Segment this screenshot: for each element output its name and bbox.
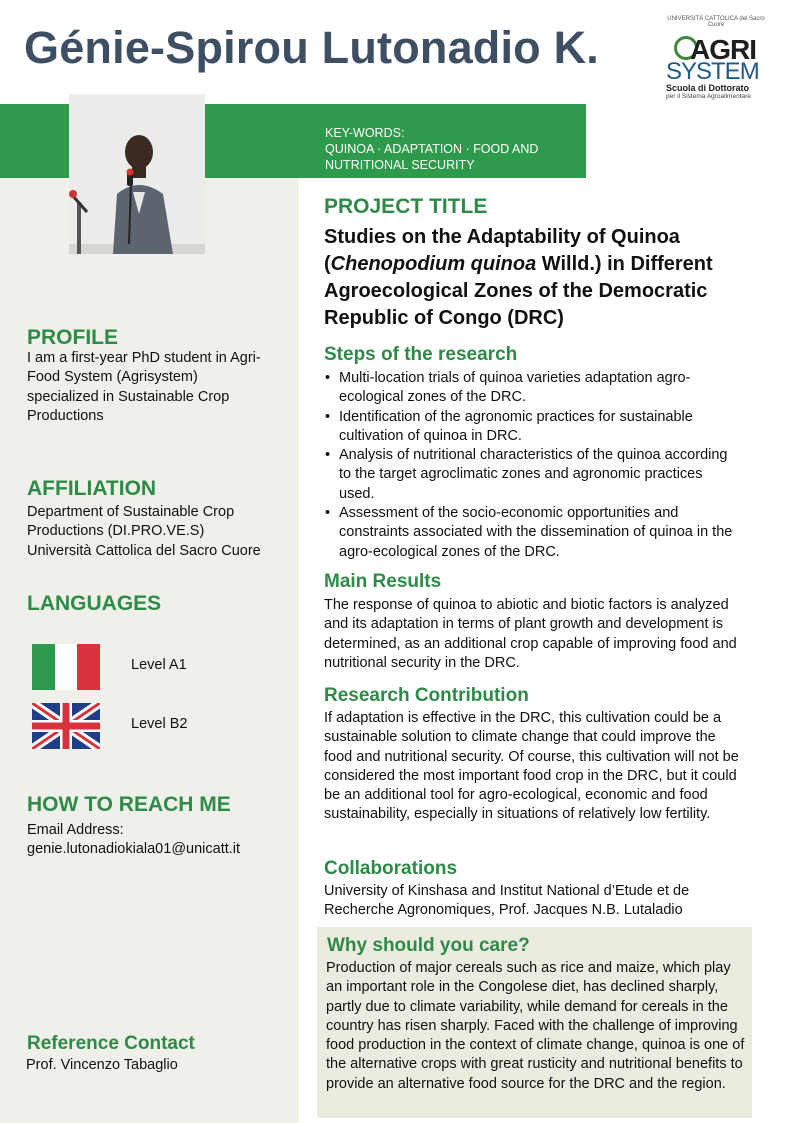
list-item: • Analysis of nutritional characteristics of the quinoa according to the target agroclimatic zones and agronomic practices used.: [339, 446, 738, 504]
collaborations-heading: Collaborations: [324, 858, 458, 879]
why-care-heading: Why should you care?: [327, 935, 530, 956]
affiliation-heading: AFFILIATION: [27, 477, 157, 500]
language-level-italian: Level A1: [131, 657, 187, 673]
affiliation-text: Department of Sustainable Crop Productions (DI.PRO.VE.S) Università Cattolica del Sacro Cuore: [27, 504, 261, 559]
list-item: • Identification of the agronomic practices for sustainable cultivation of quinoa in DRC.: [339, 408, 738, 447]
uk-flag-icon: [32, 703, 100, 749]
results-heading: Main Results: [324, 571, 442, 592]
person-name: Génie-Spirou Lutonadio K.: [24, 22, 599, 73]
list-item: • Multi-location trials of quinoa varieties adaptation agro-ecological zones of the DRC.: [339, 369, 738, 408]
profile-photo: [69, 94, 205, 254]
languages-heading: LANGUAGES: [27, 592, 162, 615]
list-item: • Assessment of the socio-economic opportunities and constraints associated with the dissemination of quinoa in the agro-ecological zones of the DRC.: [339, 504, 738, 562]
reference-name: Prof. Vincenzo Tabaglio: [26, 1057, 178, 1073]
contact-text: Email Address: genie.lutonadiokiala01@unicatt.it: [27, 821, 240, 860]
contact-heading: HOW TO REACH ME: [27, 793, 231, 816]
profile-heading: PROFILE: [27, 326, 119, 349]
project-title-heading: PROJECT TITLE: [324, 195, 488, 218]
contribution-text: If adaptation is effective in the DRC, this cultivation could be a sustainable solution to climate change that could improve the food and nutritional security. Of course, this cultivation will not be considered the most important food crop in the DRC, but it could be an additional tool for agro-ecological, economic and food sustainability, especially in situations of relatively low fertility.: [324, 710, 739, 823]
profile-text: I am a first-year PhD student in Agri-Food System (Agrisystem) specialized in Sustainable Crop Productions: [27, 350, 261, 424]
agrisystem-logo: UNIVERSITÀ CATTOLICA del Sacro Cuore AGRI SYSTEM Scuola di Dottorato per il Sistema Agroalimentare: [666, 16, 765, 100]
why-care-text: Production of major cereals such as rice and maize, which play an important role in the Congolese diet, has declined sharply, partly due to climate variability, while demand for cereals in the country has risen sharply. Faced with the challenge of improving food production in the context of climate change, quinoa is one of the alternative crops with great rusticity and nutritional benefits to provide an alternative food source for the DRC and the region.: [326, 960, 745, 1092]
collaborations-text: University of Kinshasa and Institut National d’Etude et de Recherche Agronomiques, Prof. Jacques N.B. Lutaladio: [324, 883, 690, 919]
steps-list: [324, 369, 738, 562]
steps-heading: Steps of the research: [324, 344, 518, 365]
italy-flag-icon: [32, 644, 100, 690]
language-level-english: Level B2: [131, 716, 188, 732]
why-care-box: [317, 927, 752, 1118]
results-text: The response of quinoa to abiotic and biotic factors is analyzed and its adaptation in terms of plant growth and development is determined, as an additional crop capable of improving food and nutritional security in the DRC.: [324, 597, 737, 671]
contribution-heading: Research Contribution: [324, 685, 529, 706]
reference-heading: Reference Contact: [27, 1033, 195, 1054]
email-link[interactable]: genie.lutonadiokiala01@unicatt.it: [27, 841, 241, 858]
keywords: KEY-WORDS: QUINOA · ADAPTATION · FOOD AND NUTRITIONAL SECURITY: [325, 126, 539, 172]
project-title: Studies on the Adaptability of Quinoa (Chenopodium quinoa Willd.) in Different Agroecological Zones of the Democratic Republic of Congo (DRC): [324, 226, 713, 329]
